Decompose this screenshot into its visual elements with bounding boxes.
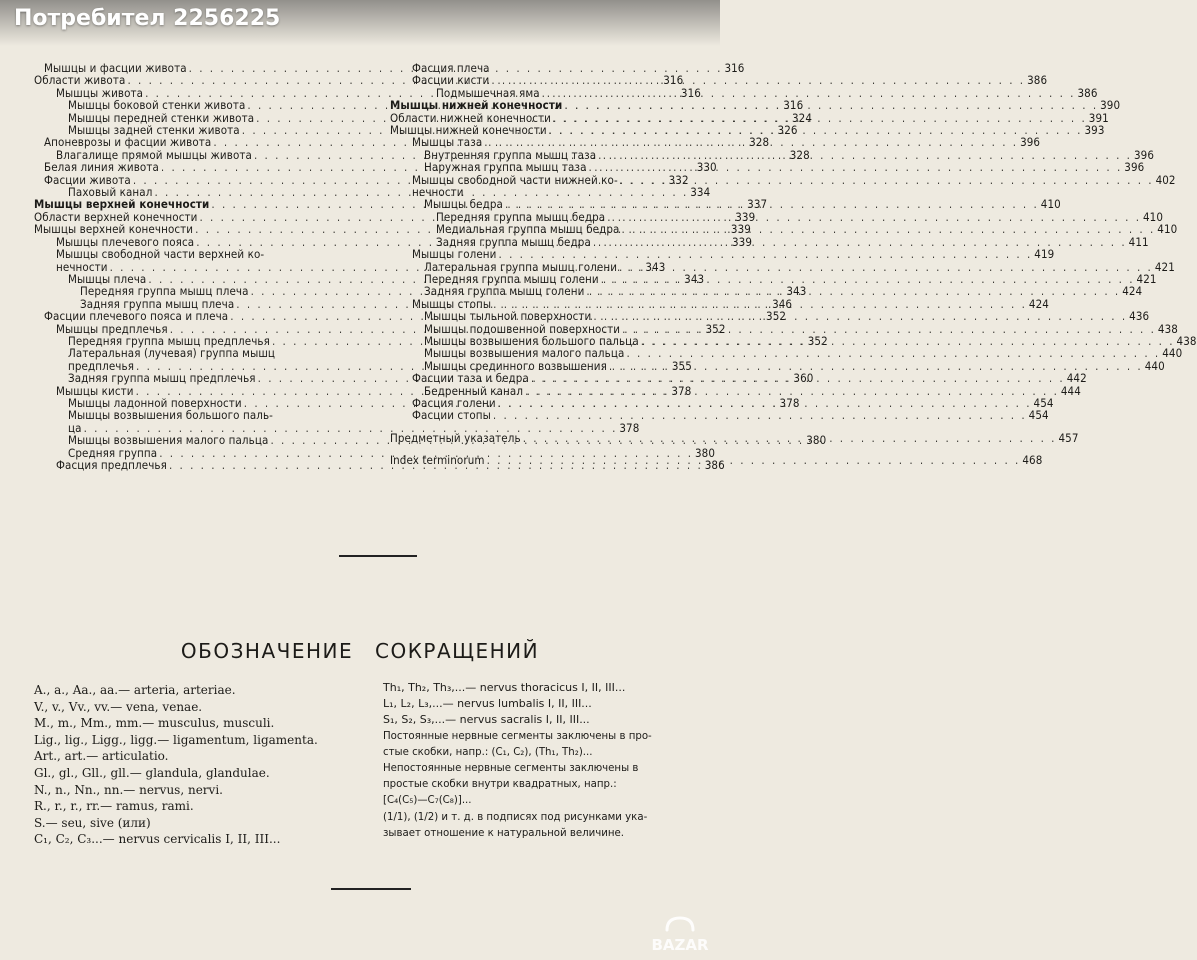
toc-entry bbox=[390, 408, 1049, 423]
toc-entry-label: предплечья bbox=[68, 358, 135, 373]
toc-entry-label: Фасции плечевого пояса и плеча bbox=[44, 309, 229, 324]
toc-leader-dots bbox=[593, 310, 1127, 322]
toc-entry-page: 316 bbox=[663, 73, 684, 88]
toc-leader-dots bbox=[564, 99, 1098, 111]
toc-leader-dots bbox=[493, 409, 1027, 421]
toc-entry-label: Области нижней конечности bbox=[390, 110, 552, 125]
abbreviation-line: [C₄(C₅)—C₇(C₈)]... bbox=[383, 795, 472, 807]
toc-entry-label: Мышцы плеча bbox=[68, 271, 147, 286]
toc-entry-label: Фасция плеча bbox=[412, 61, 490, 75]
toc-entry bbox=[34, 248, 376, 260]
toc-entry-label: Мышцы возвышения малого пальца bbox=[424, 346, 625, 361]
toc-entry-page: 391 bbox=[1088, 110, 1109, 125]
abbreviation-line: L₁, L₂, L₃,...— nervus lumbalis I, II, III... bbox=[383, 697, 592, 711]
abbreviation-line: S.— seu, sive (или) bbox=[34, 815, 151, 830]
toc-entry-label: Мышцы таза bbox=[412, 135, 483, 150]
toc-entry-page: 378 bbox=[619, 420, 640, 435]
toc-entry-page: 410 bbox=[1040, 197, 1061, 212]
toc-entry-page: 396 bbox=[1124, 160, 1145, 175]
toc-entry-label: Мышцы возвышения большого пальца bbox=[424, 333, 639, 348]
watermark-user-label: Потребител 2256225 bbox=[14, 6, 281, 31]
toc-entry-label: Апоневрозы и фасции живота bbox=[44, 135, 212, 150]
toc-entry-page: 378 bbox=[671, 383, 692, 398]
toc-entry-label: Мышцы нижней конечности bbox=[390, 123, 547, 138]
abbreviation-line: Непостоянные нервные сегменты заключены в bbox=[383, 763, 639, 775]
toc-entry-page: 352 bbox=[766, 309, 787, 324]
abbreviation-line: простые скобки внутри квадратных, напр.: bbox=[383, 779, 617, 791]
bazar-logo-icon bbox=[645, 912, 715, 956]
toc-entry-page: 386 bbox=[1027, 73, 1048, 88]
toc-entry-label: нечности bbox=[412, 185, 464, 200]
toc-entry-label: Передняя группа мышц голени bbox=[424, 271, 599, 286]
abbreviation-line: (1/1), (1/2) и т. д. в подписях под рисунками ука- bbox=[383, 811, 648, 823]
toc-entry-page: 454 bbox=[1033, 395, 1054, 410]
abbreviations-right-column bbox=[383, 680, 703, 842]
toc-entry-page: 396 bbox=[1020, 135, 1041, 150]
toc-entry-page: 421 bbox=[1136, 271, 1157, 286]
toc-entry-label: Index terminorum bbox=[390, 453, 485, 468]
toc-entry-label: Влагалище прямой мышцы живота bbox=[56, 147, 252, 162]
toc-entry-page: 438 bbox=[1157, 321, 1178, 336]
abbreviation-line: C₁, C₂, C₃...— nervus cervicalis I, II, III... bbox=[34, 832, 281, 847]
abbreviations-left-column bbox=[34, 682, 374, 848]
toc-entry-page: 378 bbox=[779, 395, 800, 410]
abbreviation-line: Art., art.— articulatio. bbox=[34, 749, 169, 764]
toc-entry-page: 402 bbox=[1155, 172, 1176, 187]
toc-entry-page: 396 bbox=[1133, 147, 1154, 162]
toc-leader-dots bbox=[626, 347, 1160, 359]
toc-entry-label: Мышцы передней стенки живота bbox=[68, 110, 255, 125]
toc-entry-page: 380 bbox=[695, 445, 716, 460]
toc-entry-label: Задняя группа мышц плеча bbox=[80, 296, 235, 311]
section-divider-top bbox=[339, 555, 417, 557]
toc-entry-label: Мышцы тыльной поверхности bbox=[424, 309, 592, 324]
bazar-logo bbox=[645, 912, 715, 956]
toc-entry-label: Внутренняя группа мышц таза bbox=[424, 147, 597, 162]
toc-entry bbox=[390, 346, 1183, 361]
toc-leader-dots bbox=[622, 223, 1156, 235]
toc-entry-label: Латеральная (лучевая) группа мышц bbox=[68, 346, 276, 361]
toc-entry-page: 352 bbox=[705, 321, 726, 336]
toc-entry-page: 326 bbox=[777, 123, 798, 138]
toc-entry-label: Мышцы ладонной поверхности bbox=[68, 395, 242, 410]
toc-entry-label: Фасции живота bbox=[44, 172, 131, 187]
toc-entry-label: Мышцы срединного возвышения bbox=[424, 358, 607, 373]
toc-entry-label: Мышцы свободной части нижней ко- bbox=[412, 172, 618, 187]
abbreviation-line: M., m., Mm., mm.— musculus, musculi. bbox=[34, 716, 275, 731]
toc-entry-page: 380 bbox=[806, 433, 827, 448]
toc-leader-dots bbox=[505, 198, 1039, 210]
toc-entry-page: 421 bbox=[1154, 259, 1175, 274]
abbreviation-line: стые скобки, напр.: (C₁, C₂), (Th₁, Th₂)... bbox=[383, 746, 593, 758]
toc-entry-label: Мышцы кисти bbox=[56, 383, 134, 398]
toc-entry-label: Мышцы предплечья bbox=[56, 321, 168, 336]
abbreviation-line: Gl., gl., Gll., gll.— glandula, glandulae. bbox=[34, 765, 270, 780]
toc-entry-label: Мышцы возвышения большого паль- bbox=[68, 408, 274, 423]
toc-entry-page: 442 bbox=[1066, 371, 1087, 386]
abbreviation-line: Lig., lig., Ligg., ligg.— ligamentum, ligamenta. bbox=[34, 732, 318, 747]
toc-entry-label: Медиальная группа мышц бедра bbox=[436, 222, 620, 237]
toc-entry-page: 410 bbox=[1157, 222, 1178, 237]
toc-entry-page: 436 bbox=[1129, 309, 1150, 324]
toc-entry-label: Мышцы свободной части верхней ко- bbox=[56, 247, 265, 262]
toc-entry-page: 339 bbox=[732, 234, 753, 249]
toc-entry-page: 328 bbox=[789, 147, 810, 162]
toc-entry-page: 410 bbox=[1142, 209, 1164, 224]
toc-entry-label: Передняя группа мышц предплечья bbox=[68, 333, 270, 348]
watermark-banner bbox=[0, 0, 720, 46]
toc-entry-page: 343 bbox=[684, 271, 705, 286]
toc-entry-page: 393 bbox=[1084, 123, 1105, 138]
toc-entry-label: Мышцы верхней конечности bbox=[34, 197, 210, 212]
toc-entry-page: 339 bbox=[730, 222, 751, 237]
toc-entry-label: Задняя группа мышц предплечья bbox=[68, 371, 256, 386]
toc-entry-label: Мышцы возвышения малого пальца bbox=[68, 433, 269, 448]
toc-leader-dots bbox=[484, 136, 1018, 148]
toc-entry bbox=[390, 247, 1055, 262]
toc-entry-label: Мышцы живота bbox=[56, 85, 144, 100]
toc-entry-page: 352 bbox=[807, 333, 828, 348]
toc-entry-label: Мышцы голени bbox=[412, 247, 497, 262]
abbreviation-line: R., r., r., rr.— ramus, rami. bbox=[34, 799, 194, 814]
toc-entry-label: Бедренный канал bbox=[424, 383, 524, 398]
toc-entry-label: Средняя группа bbox=[68, 445, 158, 460]
toc-entry-label: Наружная группа мышц таза bbox=[424, 160, 587, 175]
toc-entry-label: нечности bbox=[56, 259, 108, 274]
toc-entry-label: Мышцы бедра bbox=[424, 197, 503, 212]
toc-leader-dots bbox=[487, 454, 1021, 466]
toc-entry bbox=[390, 73, 1048, 88]
toc-entry-label: Задняя группа мышц голени bbox=[424, 284, 585, 299]
toc-leader-dots bbox=[531, 372, 1065, 384]
toc-entry-page: 328 bbox=[749, 135, 770, 150]
toc-leader-dots bbox=[589, 161, 1123, 173]
toc-leader-dots bbox=[620, 174, 1154, 186]
toc-entry-label: Передняя группа мышц плеча bbox=[80, 284, 249, 299]
abbreviation-line: V., v., Vv., vv.— vena, venae. bbox=[34, 699, 203, 714]
toc-entry-label: Белая линия живота bbox=[44, 160, 159, 175]
toc-leader-dots bbox=[499, 248, 1033, 260]
toc-entry-label: Мышцы подошвенной поверхности bbox=[424, 321, 621, 336]
toc-entry-page: 360 bbox=[793, 371, 814, 386]
toc-entry-page: 424 bbox=[1122, 284, 1143, 299]
toc-entry-label: Паховый канал bbox=[68, 185, 153, 200]
toc-entry-label: Фасция голени bbox=[412, 395, 496, 410]
toc-entry-page: 411 bbox=[1128, 234, 1149, 249]
toc-entry-page: 316 bbox=[783, 98, 804, 113]
toc-leader-dots bbox=[491, 74, 1025, 86]
section-divider-bottom bbox=[331, 888, 411, 890]
abbreviation-line: N., n., Nn., nn.— nervus, nervi. bbox=[34, 782, 223, 797]
toc-entry-page: 355 bbox=[671, 358, 692, 373]
toc-entry-page: 324 bbox=[791, 110, 812, 125]
toc-entry-label: Латеральная группа мышц голени bbox=[424, 259, 618, 274]
toc-entry-label: Мышцы стопы bbox=[412, 296, 492, 311]
toc-leader-dots bbox=[523, 432, 1057, 448]
toc-entry-page: 438 bbox=[1176, 333, 1197, 348]
toc-entry-page: 444 bbox=[1060, 383, 1081, 398]
abbreviation-line: Th₁, Th₂, Th₃,...— nervus thoracicus I, II, III... bbox=[383, 681, 626, 694]
toc-entry-label: Передняя группа мышц бедра bbox=[436, 209, 606, 224]
toc-entry bbox=[34, 409, 376, 421]
toc-entry-page: 316 bbox=[680, 85, 701, 100]
toc-entry-page: 390 bbox=[1100, 98, 1121, 113]
toc-entry-page: 334 bbox=[690, 185, 711, 200]
toc-entry-label: Мышцы боковой стенки живота bbox=[68, 98, 246, 113]
abbreviation-line: S₁, S₂, S₃,...— nervus sacralis I, II, III... bbox=[383, 713, 590, 727]
toc-entry-label: Мышцы нижней конечности bbox=[390, 98, 563, 113]
toc-leader-dots bbox=[586, 285, 1120, 297]
toc-entry-label: Мышцы верхней конечности bbox=[34, 222, 194, 237]
bazar-logo-text: BAZAR bbox=[651, 936, 709, 954]
toc-entry-page: 346 bbox=[772, 296, 793, 311]
toc-entry-page: 454 bbox=[1028, 408, 1049, 423]
toc-entry-label: ца bbox=[68, 420, 82, 435]
toc-entry-page: 339 bbox=[735, 209, 756, 224]
abbreviation-line: A., a., Aa., aa.— arteria, arteriae. bbox=[34, 683, 236, 697]
toc-entry-label: Предметный указатель bbox=[390, 430, 521, 445]
toc-entry-page: 332 bbox=[668, 172, 689, 187]
toc-entry-label: Мышцы и фасции живота bbox=[44, 61, 187, 75]
toc-entry bbox=[34, 347, 376, 359]
toc-entry-page: 468 bbox=[1022, 453, 1043, 468]
toc-entry-page: 457 bbox=[1058, 430, 1079, 445]
toc-entry-label: Фасции кисти bbox=[412, 73, 490, 88]
abbreviation-line: Постоянные нервные сегменты заключены в про- bbox=[383, 730, 652, 742]
toc-entry-page: 419 bbox=[1034, 247, 1055, 262]
toc-entry-label: Области верхней конечности bbox=[34, 209, 198, 224]
toc-entry-page: 343 bbox=[645, 259, 666, 274]
toc-entry-label: Фасции таза и бедра bbox=[412, 371, 529, 386]
toc-entry-page: 440 bbox=[1144, 358, 1165, 373]
toc-entry-label: Мышцы плечевого пояса bbox=[56, 234, 195, 249]
toc-entry-page: 316 bbox=[724, 61, 745, 75]
toc-entry-page: 424 bbox=[1028, 296, 1049, 311]
abbreviations-title: ОБОЗНАЧЕНИЕ СОКРАЩЕНИЙ bbox=[180, 639, 540, 663]
toc-entry-page: 337 bbox=[747, 197, 768, 212]
toc-entry-label: Задняя группа мышц бедра bbox=[436, 234, 591, 249]
toc-entry-page: 343 bbox=[786, 284, 807, 299]
toc-entry-label: Мышцы задней стенки живота bbox=[68, 123, 240, 138]
toc-entry-label: Фасция предплечья bbox=[56, 458, 167, 472]
toc-entry-label: Области живота bbox=[34, 73, 126, 88]
toc-entry-page: 386 bbox=[704, 458, 725, 472]
toc-entry-page: 330 bbox=[696, 160, 717, 175]
toc-entry-label: Фасции стопы bbox=[412, 408, 491, 423]
abbreviation-line: зывает отношение к натуральной величине. bbox=[383, 827, 625, 839]
toc-entry-page: 386 bbox=[1077, 85, 1098, 100]
toc-entry-page: 440 bbox=[1162, 346, 1183, 361]
toc-entry-label: Подмышечная яма bbox=[436, 85, 540, 100]
